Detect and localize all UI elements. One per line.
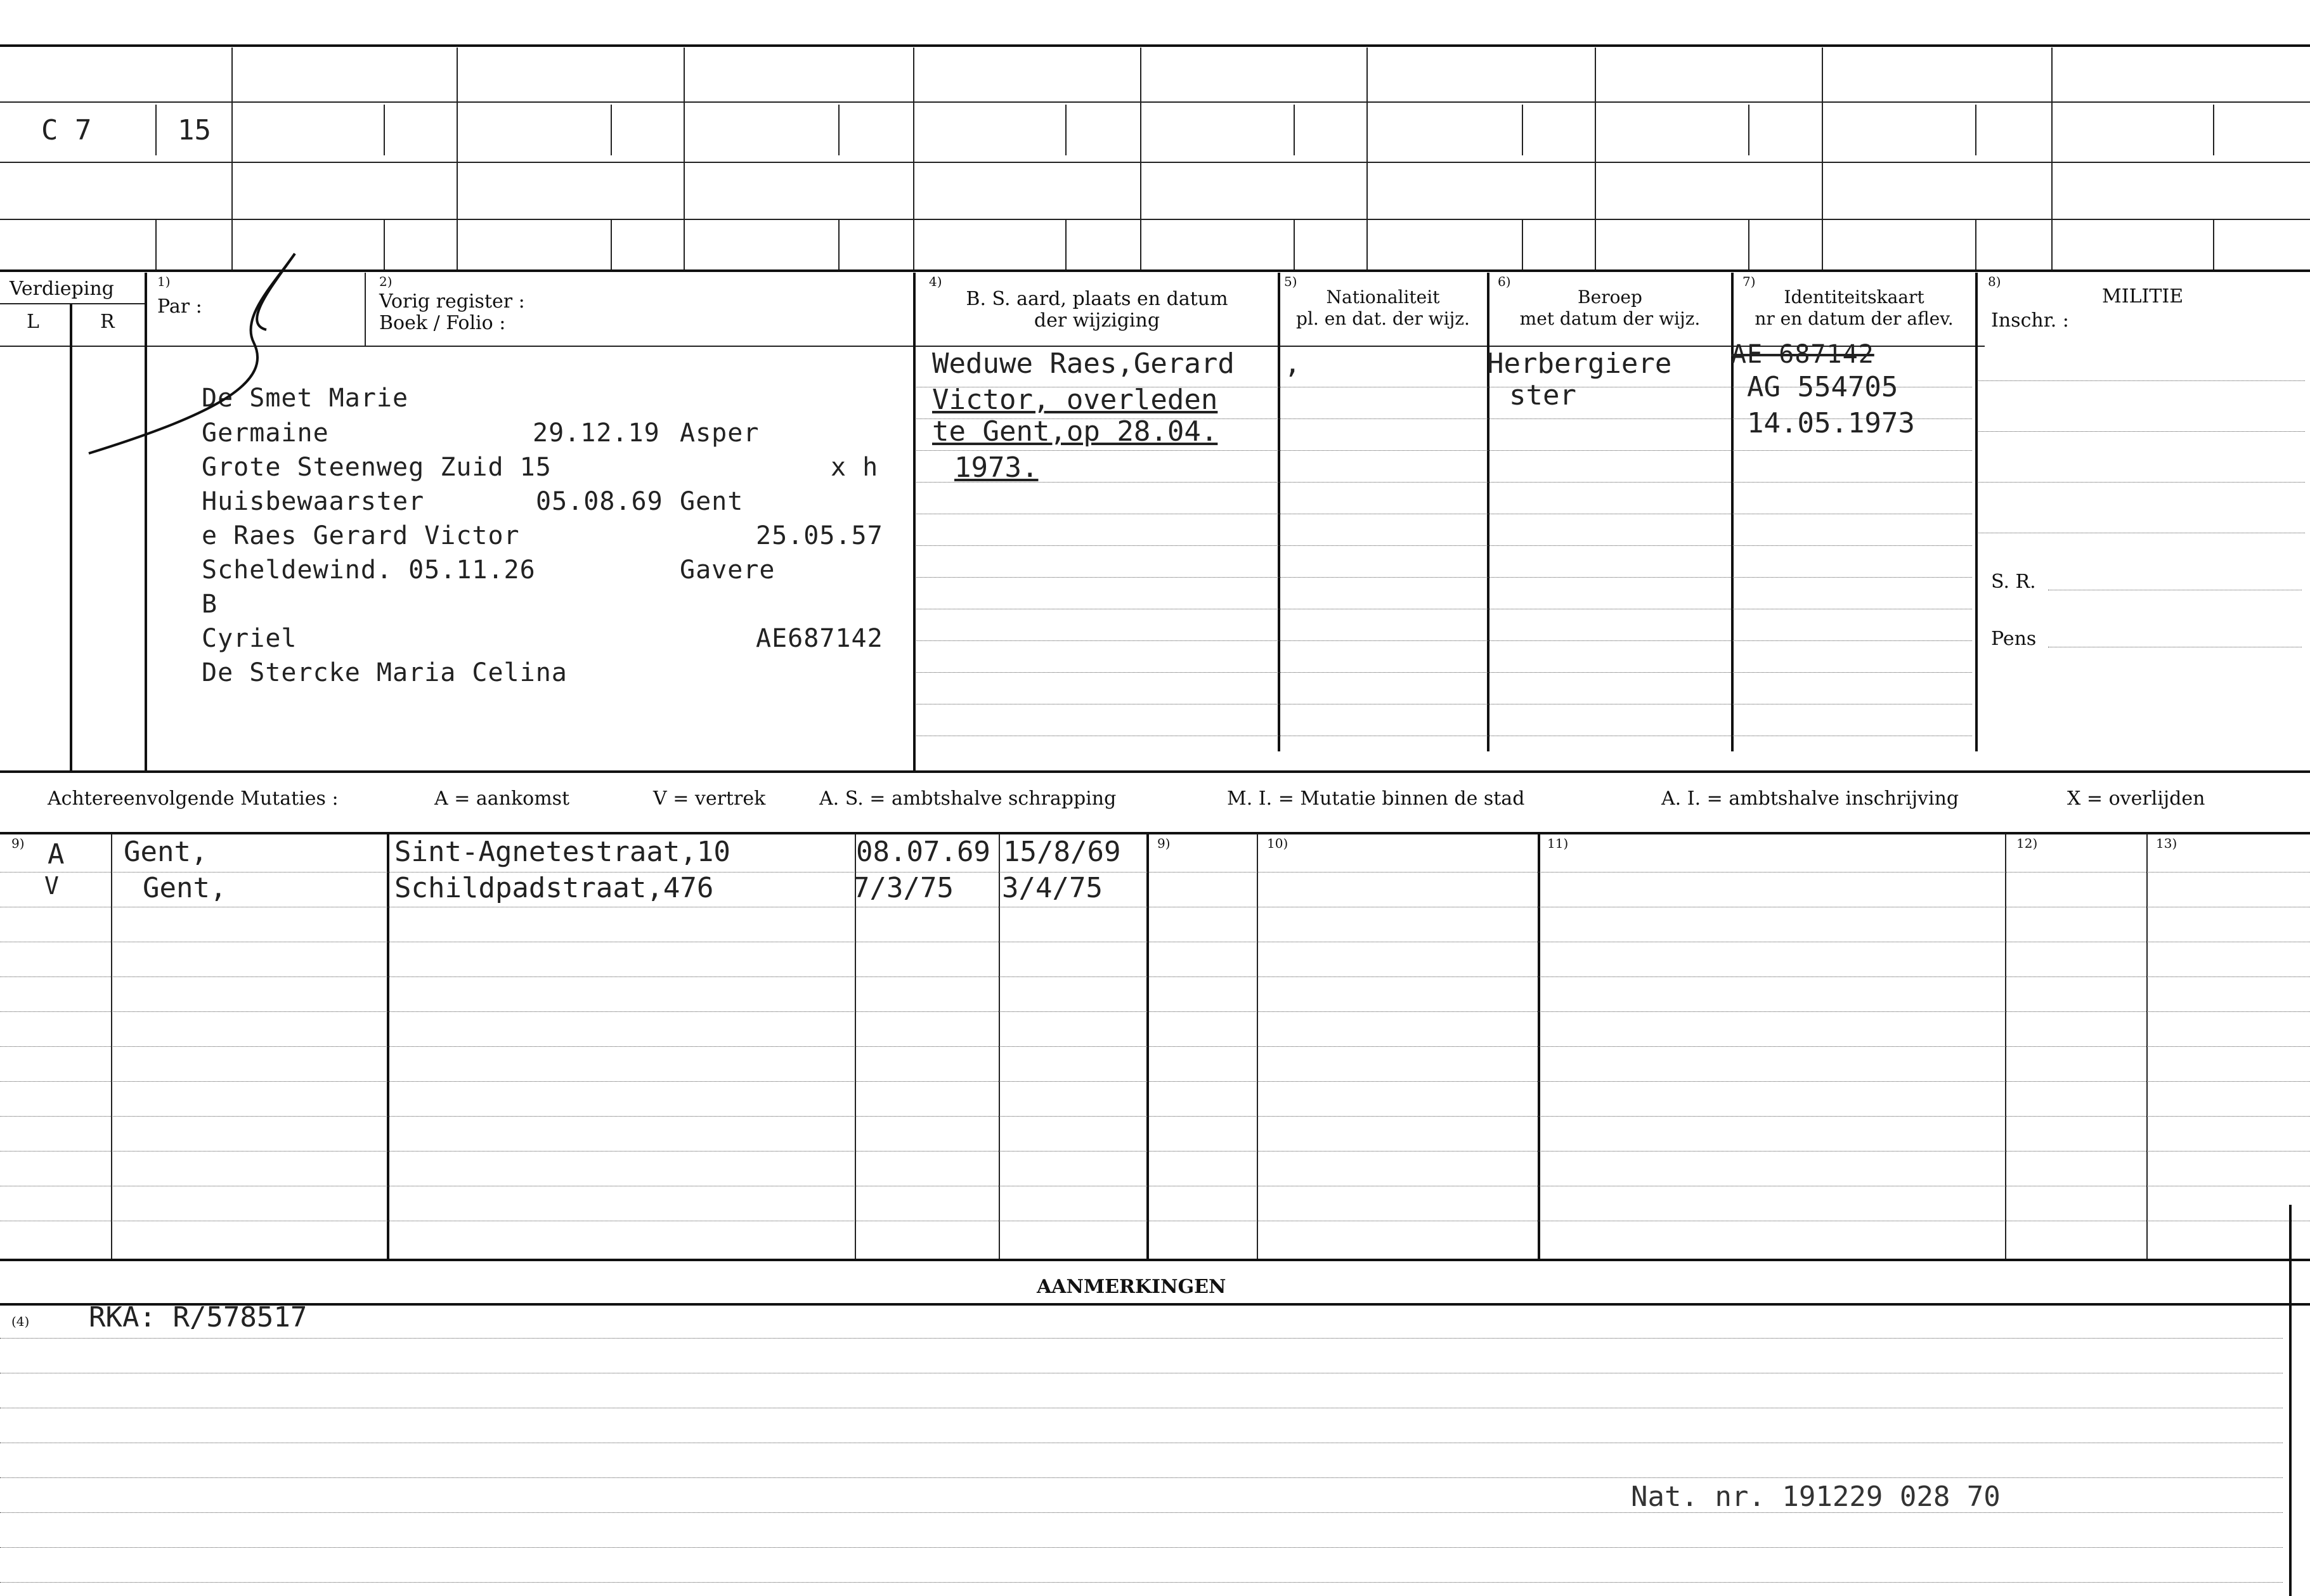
lr-divider: [70, 304, 72, 770]
address: Grote Steenweg Zuid 15: [202, 453, 552, 482]
legend-vertrek: V = vertrek: [653, 788, 766, 810]
militie-label: MILITIE: [2102, 285, 2184, 308]
verdieping-label: Verdieping: [10, 278, 114, 300]
spouse-birth: Scheldewind. 05.11.26: [202, 555, 536, 585]
occupation-date: 05.08.69: [536, 487, 663, 516]
remarks-border: [0, 1303, 2310, 1306]
id-card-crossed: AE 687142: [1731, 340, 1874, 369]
bs-change-line2: Victor, overleden: [932, 384, 1218, 416]
dotted-line: [916, 450, 1972, 451]
mutation-row-line: [0, 976, 2310, 977]
dotted-line: [916, 577, 1972, 578]
national-number: Nat. nr. 191229 028 70: [1631, 1481, 2001, 1513]
bs-header-line2: der wijziging: [1034, 309, 1160, 332]
top-code-1: C 7: [41, 114, 92, 146]
grid-tick: [838, 219, 840, 269]
remarks-line: [0, 1547, 2283, 1548]
spouse: e Raes Gerard Victor: [202, 521, 520, 550]
person-name-line1: De Smet Marie: [202, 384, 409, 413]
bs-change-line3: te Gent,op 28.04.: [932, 415, 1218, 448]
nationality-header: [1281, 287, 1485, 330]
grid-tick: [1522, 219, 1523, 269]
section-border: [0, 770, 2310, 773]
id-card-date: 14.05.1973: [1747, 407, 1915, 439]
grid-col-line: [457, 48, 458, 269]
header-number-8: 8): [1988, 274, 2001, 289]
mutation-num-13: 13): [2156, 836, 2177, 851]
dotted-line: [916, 482, 1972, 483]
right-edge-mark: [2289, 1205, 2292, 1596]
dotted-line: [916, 640, 1972, 641]
rka-number: RKA: R/578517: [89, 1301, 308, 1333]
grid-col-line: [231, 48, 233, 269]
id-card-header: [1734, 287, 1974, 330]
header-number-1: 1): [157, 274, 171, 289]
column-6-left: [1487, 273, 1489, 751]
grid-tick: [1975, 219, 1976, 269]
grid-bottom-border: [0, 269, 2310, 272]
spouse-place: Gavere: [680, 555, 775, 585]
grid-row-line: [0, 219, 2310, 220]
boek-folio-label: Boek / Folio :: [379, 312, 506, 334]
grid-row-line: [0, 101, 2310, 103]
mutation-1-date1: 08.07.69: [856, 836, 990, 868]
beroep-line2: ster: [1509, 379, 1576, 412]
mutation-num-9: 9): [11, 836, 25, 851]
grid-col-line: [1595, 48, 1596, 269]
grid-tick: [2213, 219, 2214, 269]
legend-mutatie-stad: M. I. = Mutatie binnen de stad: [1227, 788, 1525, 810]
dotted-line: [916, 672, 1972, 673]
beroep-line1: Herbergiere: [1487, 347, 1672, 380]
mutations-bottom-border: [0, 1259, 2310, 1261]
grid-tick: [384, 219, 385, 269]
header-number-4: 4): [929, 274, 942, 289]
grid-tick: [1065, 105, 1067, 155]
mutation-1-type: A: [48, 838, 65, 871]
dotted-line: [916, 545, 1972, 546]
header-number-7: 7): [1742, 274, 1756, 289]
top-border: [0, 44, 2310, 47]
bs-header: [919, 289, 1275, 332]
bs-change-line4: 1973.: [954, 451, 1039, 484]
beroep-header-line1: Beroep: [1578, 287, 1642, 308]
mutation-row-line: [0, 1081, 2310, 1082]
nationality-mark: ,: [1284, 347, 1301, 380]
grid-tick: [1294, 105, 1295, 155]
mutations-title: Achtereenvolgende Mutaties :: [48, 788, 339, 810]
mutation-2-street: Schildpadstraat,476: [394, 872, 714, 904]
column-4-left: [913, 273, 916, 770]
bs-change-line1: Weduwe Raes,Gerard: [932, 347, 1235, 380]
grid-tick: [611, 105, 612, 155]
id-card-header-line2: nr en datum der aflev.: [1755, 308, 1954, 329]
beroep-header-line2: met datum der wijz.: [1519, 308, 1701, 329]
mutation-2-type: V: [44, 872, 59, 900]
header-divider: [365, 273, 366, 346]
spouse-date: 25.05.57: [756, 521, 883, 550]
grid-col-line: [2051, 48, 2053, 269]
grid-tick: [1294, 219, 1295, 269]
id-card-header-line1: Identiteitskaart: [1784, 287, 1924, 308]
grid-row-line: [0, 162, 2310, 163]
grid-col-line: [684, 48, 685, 269]
mutation-1-date2: 15/8/69: [1003, 836, 1121, 868]
grid-tick: [155, 105, 157, 155]
person-name-line2: Germaine: [202, 418, 329, 448]
inschr-label: Inschr. :: [1991, 309, 2069, 332]
remarks-line: [0, 1582, 2283, 1583]
mutation-2-date2: 3/4/75: [1002, 872, 1103, 904]
grid-tick: [384, 105, 385, 155]
legend-aankomst: A = aankomst: [434, 788, 570, 810]
grid-tick: [2213, 105, 2214, 155]
mutation-num-10: 10): [1267, 836, 1288, 851]
legend-ambtshalve-inschrijving: A. I. = ambtshalve inschrijving: [1661, 788, 1959, 810]
grid-col-line: [1140, 48, 1141, 269]
legend-ambtshalve-schrapping: A. S. = ambtshalve schrapping: [819, 788, 1117, 810]
letter-code: B: [202, 590, 218, 619]
column-8-left: [1975, 273, 1978, 751]
r-label: R: [100, 311, 115, 333]
mutation-2-city: Gent,: [143, 872, 227, 904]
mutation-row-line: [0, 1046, 2310, 1047]
mutation-num-11: 11): [1547, 836, 1569, 851]
header-number-5: 5): [1284, 274, 1297, 289]
grid-tick: [1748, 105, 1749, 155]
header-number-2: 2): [379, 274, 393, 289]
pens-label: Pens: [1991, 628, 2037, 650]
grid-tick: [1522, 105, 1523, 155]
mother-name: De Stercke Maria Celina: [202, 658, 568, 687]
legend-overlijden: X = overlijden: [2067, 788, 2205, 810]
remarks-line: [0, 1338, 2283, 1339]
column-5-left: [1278, 273, 1280, 751]
grid-tick: [1065, 219, 1067, 269]
mutation-row-line: [0, 872, 2310, 873]
grid-col-line: [1822, 48, 1823, 269]
grid-col-line: [913, 48, 914, 269]
grid-col-line: [1366, 48, 1368, 269]
mutation-row-line: [0, 1151, 2310, 1152]
father-name: Cyriel: [202, 624, 297, 653]
grid-tick: [1748, 219, 1749, 269]
grid-tick: [611, 219, 612, 269]
birth-place: Asper: [680, 418, 760, 448]
top-code-2: 15: [178, 114, 211, 146]
occupation-place: Gent: [680, 487, 744, 516]
remarks-title: AANMERKINGEN: [1037, 1276, 1226, 1298]
mutation-1-city: Gent,: [124, 836, 208, 868]
militie-dotted-line: [1978, 431, 2305, 432]
remarks-line: [0, 1477, 2283, 1478]
mutation-num-12: 12): [2016, 836, 2038, 851]
par-label: Par :: [157, 295, 202, 318]
nationality-header-line2: pl. en dat. der wijz.: [1296, 308, 1470, 329]
bs-header-line1: B. S. aard, plaats en datum: [966, 288, 1228, 310]
occupation: Huisbewaarster: [202, 487, 425, 516]
mutation-row-line: [0, 1116, 2310, 1117]
nationality-header-line1: Nationaliteit: [1326, 287, 1440, 308]
gender: x h: [831, 453, 879, 482]
mutation-1-street: Sint-Agnetestraat,10: [394, 836, 730, 868]
birth-date: 29.12.19: [533, 418, 660, 448]
mutation-2-date1: 7/3/75: [853, 872, 954, 904]
mutations-top-border: [0, 832, 2310, 834]
remarks-num: (4): [11, 1314, 30, 1329]
beroep-header: [1490, 287, 1730, 330]
sr-label: S. R.: [1991, 571, 2036, 593]
header-number-6: 6): [1498, 274, 1511, 289]
mutation-num-9b: 9): [1157, 836, 1171, 851]
id-number: AE687142: [756, 624, 883, 653]
id-card-number: AG 554705: [1747, 371, 1898, 403]
mutation-row-line: [0, 1011, 2310, 1012]
handwritten-scribble: [82, 247, 336, 463]
vorig-register-label: Vorig register :: [379, 290, 525, 313]
grid-tick: [1975, 105, 1976, 155]
grid-tick: [838, 105, 840, 155]
militie-dotted-line: [1978, 380, 2305, 381]
militie-dotted-line: [1978, 482, 2305, 483]
l-label: L: [27, 311, 39, 333]
